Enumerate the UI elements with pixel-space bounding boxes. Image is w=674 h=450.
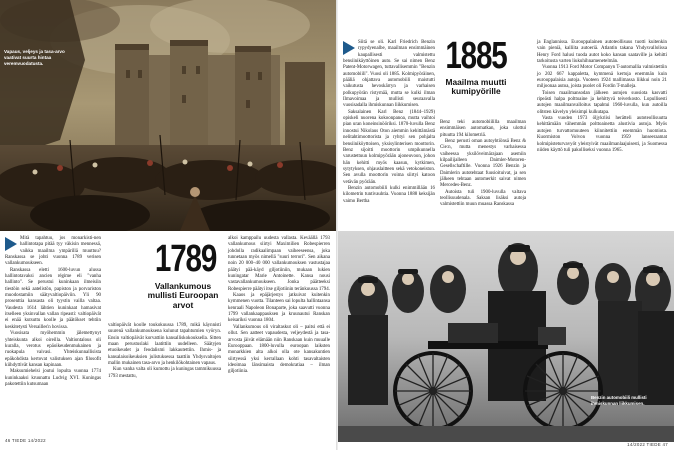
paragraph: ja Englannissa. Eurooppalainen autoteollisuus tuotti kuitenkin vain pieniä, kalliita autoeriä. Atlantin takana Yhdysvallolissa Henry Ford halusi tuoda autot koko kansan saataville ja kehitti tarkoitusta varten liukuhihnamenetelmän. <box>537 40 667 65</box>
right-page-folio: 14/2022 TIEDE 47 <box>627 442 668 447</box>
right-article-title: Maailma muutti kumipyörille <box>445 77 507 97</box>
paragraph: Siitä se oli. Karl Friedrich Benzin rypydyenalbe, maailman ensimmäinen kaupallisesti valmistettu bensiinikäyttöinen auto. Se sai nimen Benz Patent-Motorwagen, tuttavallisemmin "Benzin automobiili". Vuosi oli 1885. Kolmipyöräinen, pääliä ohjattava automobiili maistutti vaikutusta hevoskärryn ja varhaisen polkupyörän ristymää, mutta se kulki ilman Ilmavoimaa ja mullisti seuraavalla vuosisadalla ihmiskunnan liikkumisen. <box>343 40 435 109</box>
french-revolution-painting <box>0 0 336 231</box>
paragraph: Benz perusti oman autoyhtiönsä Benz & Cie:n, mutta menestys varhaisessa vaiheessa yksilöveimärajaan asemiin kilpailijalleen Daimler-Motoren-Gesellschaftille. Vuonna 1926 Benzin ja Daimlerin autotehtaat fuusioituivat, ja sen jälkeen tehtaan automerkit saivat nimen Mercedes-Benz. <box>440 139 526 189</box>
drop-triangle-icon <box>343 41 355 55</box>
paragraph: Maksumiehelsi joutui lopulta vuonna 1774 kuninkaaksi kruunattu Ludvig XVI. Kuningas pakotettiin kutsumaan <box>5 369 101 387</box>
painting-caption: Vapaus, veljeys ja tasa-arvo vaativat suurta hintaa veremvuodatusta. <box>4 49 65 66</box>
right-article-column-1 <box>343 40 435 205</box>
paragraph: Benzin automobiili kulki enimmillään 16 kilometrin tuntivauhtia. Vuonna 1888 keksijän vaimo Bertha <box>343 185 435 204</box>
right-article-column-3 <box>537 40 667 154</box>
paragraph: Vallankumous oli viraltaskut oli – paitsi että ei ollut. Sen aatteet vapaudesta, veljeydestä ja tasa-arvosta jäivät elämään niin Ranskaan kuin muualle Eurooppaan. 1800-luvulla euroopan laiksten monarkkien alta alkoi olla ote kansakuntien siirtyessä yksi kerrallaan kohti tasavaltaisten ideoimaa länsimaista demokratiaa – ilman giljotiinia. <box>228 324 330 375</box>
year-heading-1885: 1885 <box>445 35 507 77</box>
paragraph: Autoista tuli 1900-luvulla valtava teollisuudenala. Saksan lisäksi autoja valmistettiin muun muassa Ranskassa <box>440 189 526 208</box>
paragraph: Benz teki automobiililla maailman ensimmäisen automatkan, joka ulottui pituutta 194 kilometriä. <box>440 120 526 138</box>
left-article-title: Vallankumous mullisti Euroopan arvot <box>147 281 219 310</box>
paragraph: Kaaos ja epäjärjestys jatkuivat kuitenkin kymmenen vuotta. Tilanteen sai lopulta hallintaansa kenraali Napoleon Bonaparte, joka saavutti vuonna 1799 vallankaappauksen ja kruunautui Ranskan keisariksi vuonna 1804. <box>228 293 330 324</box>
left-article-column-2 <box>108 323 221 380</box>
paragraph: Mitä tapahtuu, jos monarkisti-nen hallintotapa pitää tyy väkisin mennessä, vaikka maailma ympärillä muuttuu? Ranskassa se johti vuonna 1789 verisen vallankumoukseen. <box>5 236 101 267</box>
right-article-column-2 <box>440 120 526 209</box>
paragraph: Vuonna 1913 Ford Motor Companyn T-automallia valmistettiin jo 202 667 kappaletta, kymmenä kertoja enemmän kuin eurooppalaisia autoja. Vuoteen 1924 mallimassa liikkui noin 21 miljoonaa autoa, joista puolet oli Fordin T-malleja. <box>537 65 667 90</box>
paragraph: Toisen maailmansodan jälkeen autojen suosiota kasvatti ripeästi halpa polttoaine ja kehittyvä teiverkosto. Lopullisesti autojen maailmanvalloitus tapahtui 1960-luvulla, kun autoilla olitsten kävelyn yleisimpi kulkutapa. <box>537 90 667 115</box>
paragraph: Kun vanha valta oli kumottu ja kuningas tammikuussa 1793 mestattu, <box>108 367 221 379</box>
paragraph: Vasta vuoden 1973 öljykriisi herätteli autoteollisuutta kehittämään vähemmän polttoainetta alustivia autoja. Myös autojen turvattomuuteen kiinnitettiin enemmän huomiota. Kuormiston Volvon vuonna 1959 lanseeraamat kolmipisteturvavyöt yleistyivät maailmanlaajuisesti, ja Suomessa niiden käyttö tuli pakolliseksi vuonna 1965. <box>537 116 667 153</box>
year-heading-1789: 1789 <box>154 238 217 280</box>
left-article-column-3 <box>228 236 330 376</box>
drop-triangle-icon <box>5 237 17 251</box>
left-article-column-1 <box>5 236 101 388</box>
photo-caption: Benzin automobiili mullisti ihmiskunnan liikkumisen. <box>591 395 647 406</box>
paragraph: valtiopäivät koolle toukokuussa 1789, mikä käynnisti suurenä vallankumouksena kulunut tapahtumien vyöryn. Ensin valtiopäivät korvattiin kansalliskokouksella. Sitten maan perustuslaki laatittiin uudelleen. Säätyjen etuoikeudet ja feodalismi lakkautettiin. Ihmis- ja kansalaisoikeuksien julistuksessa taattiin Yhdysvaltojen mallin mukainen tasa-arvo ja henkilökohtainen vapaus. <box>108 323 221 367</box>
paragraph: Vuosisata myöhemmin jälemettynyt yhteiskunta alkoi oireilla. Valtiontalous oli kuralla, verotus epäoikeudenmukainen ja ruokapula vaivasi. Yhteiskunnallisista epäkohdista kertovat valistuksen ajan filosofit kiihdyttivät kansan kapinaan. <box>5 331 101 368</box>
paragraph: Ranskassa eletti 1600-luvun alussa hallintotavaksi ancien régime eli "vanha hallinto". Se perustui kuninkaan ilmeisiin tiestöin sekä aatelistön, papiston ja porvariston muodostamiin säätyvaltiopäiviin. Yli 90 prosenttia kansasta oli tyystin vailla valtaa. Vaudesta 1614 lähtien kuninkaat hamasivat itselleen yksinvallan vallan ripeasti: valtiopäivät ei enää kutsuttu koolle ja päätökset tehtiin keskitetysti Versailles'n hovissa. <box>5 267 101 330</box>
left-page-folio: 46 TIEDE 14/2022 <box>5 438 46 443</box>
benz-motorwagen-photo <box>338 231 674 442</box>
paragraph: alkoi kamppailu uudesta vallasta. Keväällä 1793 vallankumous siirtyi Maximilien Robespierren johdolla radikaalimpaan vaiheeseensa, joka tunnetaan myös nimellä "suuri terrori". Sen aikana noin 20 000–40 000 vallankumouksen vastustajaa päätyi pää-käyd giljotiiniin, mukaan lukien kuningatar Marie Antoinette. Kansa nousi vastavallankumoukseen. Jonka päätteeksi Robespierre päätyi itse giljotiinin teränkuussa 1794. <box>228 236 330 292</box>
paragraph: Saksalainen Karl Benz (1844–1929) opiskeli nuorena kokoonpanoa, mutta vaihtoi pian uran koneinsinööriksi. 1870-luvulla Benz innostui Nikolaus Oton aiemmin kehittämästä nelitahtimoottorista ja ryhtyi sen pohjalta bensiiniköyttoisen, yksisylinterisen moottorin. Benz sijoitti moottorin umpikunnella varustettuun kolmipyörään ajoneuvoon, johon hän kehitti myös kaasun, kytkimen, sytytyksen, ohjauslaitteen sekä vetokoneiston. Sen avulla moottorin voima siirtyi katoon vetävän pyörään. <box>343 109 435 185</box>
